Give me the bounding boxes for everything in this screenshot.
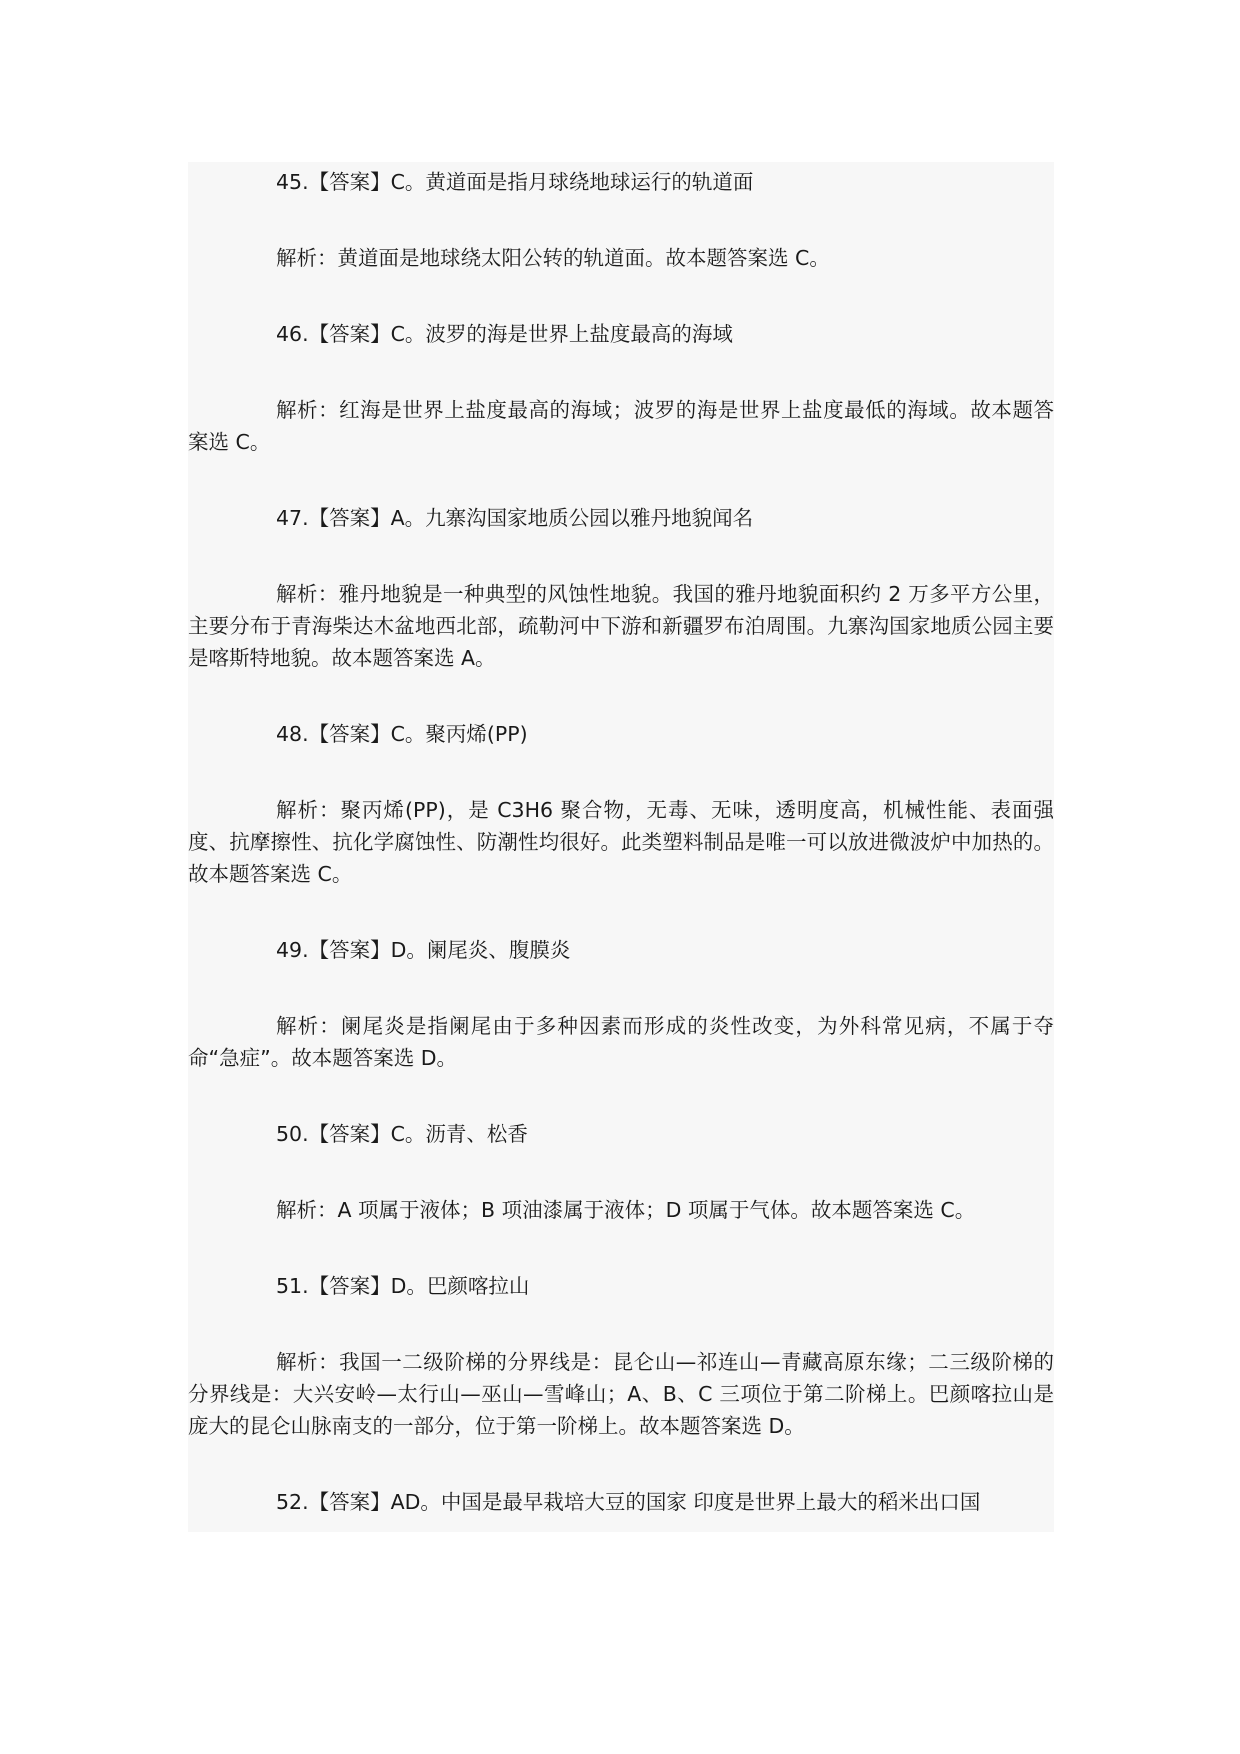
answer-line: 49.【答案】D。阑尾炎、腹膜炎 [276, 938, 571, 962]
answer-line: 45.【答案】C。黄道面是指月球绕地球运行的轨道面 [276, 170, 754, 194]
entry-46 [188, 318, 1054, 458]
analysis-text: 解析：聚丙烯(PP)，是 C3H6 聚合物，无毒、无味，透明度高，机械性能、表面强度、抗摩擦性、抗化学腐蚀性、防潮性均很好。此类塑料制品是唯一可以放进微波炉中加热的。故本题答案选 C。 [188, 798, 1054, 886]
answer-line: 52.【答案】AD。中国是最早栽培大豆的国家 印度是世界上最大的稻米出口国 [276, 1490, 981, 1514]
answer-line: 51.【答案】D。巴颜喀拉山 [276, 1274, 530, 1298]
answer-line: 46.【答案】C。波罗的海是世界上盐度最高的海域 [276, 322, 733, 346]
entry-45 [188, 162, 1054, 274]
analysis-text: 解析：黄道面是地球绕太阳公转的轨道面。故本题答案选 C。 [276, 246, 830, 270]
analysis-text: 解析：我国一二级阶梯的分界线是：昆仑山—祁连山—青藏高原东缘；二三级阶梯的分界线是：大兴安岭—太行山—巫山—雪峰山；A、B、C 三项位于第二阶梯上。巴颜喀拉山是庞大的昆仑山脉南支的一部分，位于第一阶梯上。故本题答案选 D。 [188, 1350, 1054, 1438]
answer-entries [188, 162, 1054, 1518]
analysis-text: 解析：A 项属于液体；B 项油漆属于液体；D 项属于气体。故本题答案选 C。 [276, 1198, 976, 1222]
answer-line: 48.【答案】C。聚丙烯(PP) [276, 722, 528, 746]
entry-51 [188, 1270, 1054, 1442]
analysis-text: 解析：红海是世界上盐度最高的海域；波罗的海是世界上盐度最低的海域。故本题答案选 C。 [188, 398, 1054, 454]
answer-line: 47.【答案】A。九寨沟国家地质公园以雅丹地貌闻名 [276, 506, 754, 530]
entry-50 [188, 1118, 1054, 1226]
analysis-text: 解析：阑尾炎是指阑尾由于多种因素而形成的炎性改变，为外科常见病，不属于夺命“急症”。故本题答案选 D。 [188, 1014, 1054, 1070]
answer-key-block [188, 162, 1054, 1532]
entry-52 [188, 1486, 1054, 1518]
entry-47 [188, 502, 1054, 674]
entry-49 [188, 934, 1054, 1074]
answer-line: 50.【答案】C。沥青、松香 [276, 1122, 528, 1146]
entry-48 [188, 718, 1054, 890]
analysis-text: 解析：雅丹地貌是一种典型的风蚀性地貌。我国的雅丹地貌面积约 2 万多平方公里，主要分布于青海柴达木盆地西北部，疏勒河中下游和新疆罗布泊周围。九寨沟国家地质公园主要是喀斯特地貌。故本题答案选 A。 [188, 582, 1054, 670]
